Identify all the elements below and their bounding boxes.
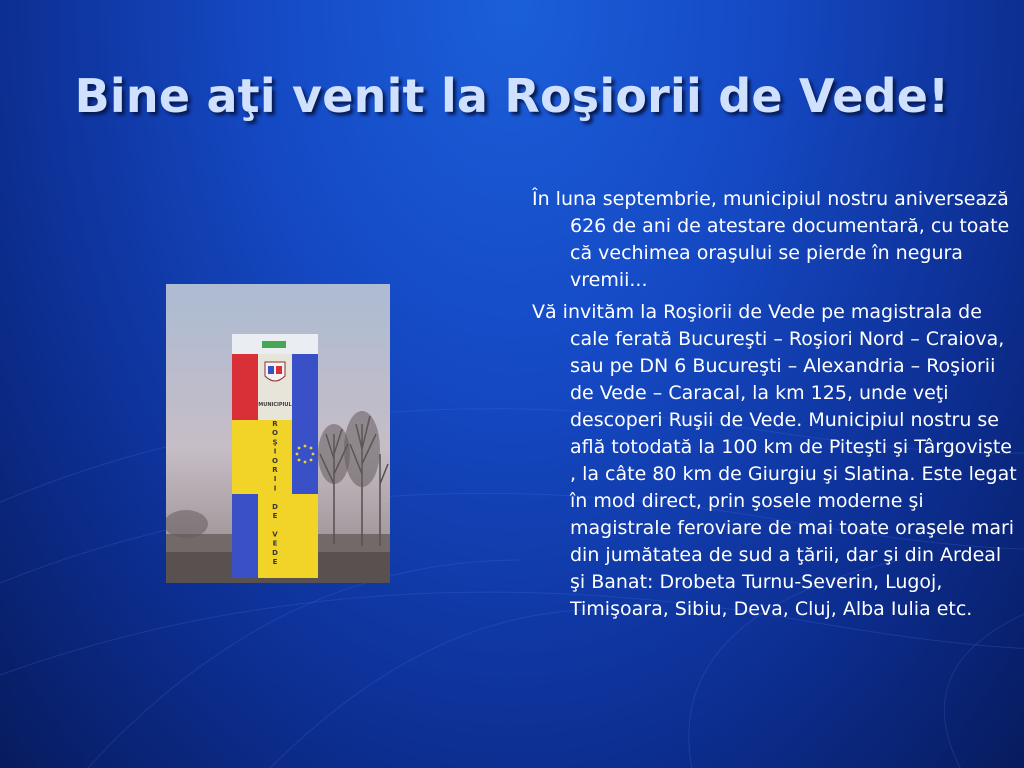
town-sign-photo (166, 284, 390, 583)
sign-letter: O (272, 429, 278, 438)
sign-letter: O (272, 456, 278, 465)
sign-letter: E (272, 539, 278, 548)
body-text-block (532, 186, 1020, 628)
sign-letter: D (272, 548, 278, 557)
sign-letter: I (273, 447, 277, 456)
sign-letter: I (273, 484, 277, 493)
sign-letter: E (272, 512, 278, 520)
sign-letter: R (272, 420, 278, 428)
slide-title: Bine aţi venit la Roşiorii de Vede! (74, 69, 950, 123)
sign-letter: R (272, 466, 278, 474)
sign-small-label: MUNICIPIUL (258, 402, 292, 408)
sign-letter: I (273, 475, 277, 484)
sign-letter: Ş (272, 438, 278, 447)
sign-letter: E (272, 558, 278, 566)
sign-letter: V (272, 530, 278, 539)
sign-letter: D (272, 502, 278, 511)
paragraph-invitation: Vă invităm la Roşiorii de Vede pe magistrala de cale ferată Bucureşti – Roşiori Nord – Craiova, sau pe DN 6 Bucureşti – Alexandria – Roşiorii de Vede – Caracal, la km 125, unde veţi descoperi Ruşii de Vede. Municipiul nostru se află totodată la 100 km de Piteşti şi Târgovişte , la câte 80 km de Giurgiu şi Slatina. Este legat în mod direct, prin şosele moderne şi magistrale feroviare de mai toate oraşele mari din jumătatea de sud a ţării, dar şi din Ardeal şi Banat: Drobeta Turnu-Severin, Lugoj, Timişoara, Sibiu, Deva, Cluj, Alba Iulia etc. (532, 301, 1017, 620)
paragraph-anniversary: În luna septembrie, municipiul nostru aniversează 626 de ani de atestare documentară, cu toate că vechimea oraşului se pierde în negura vremii... (532, 188, 1010, 291)
